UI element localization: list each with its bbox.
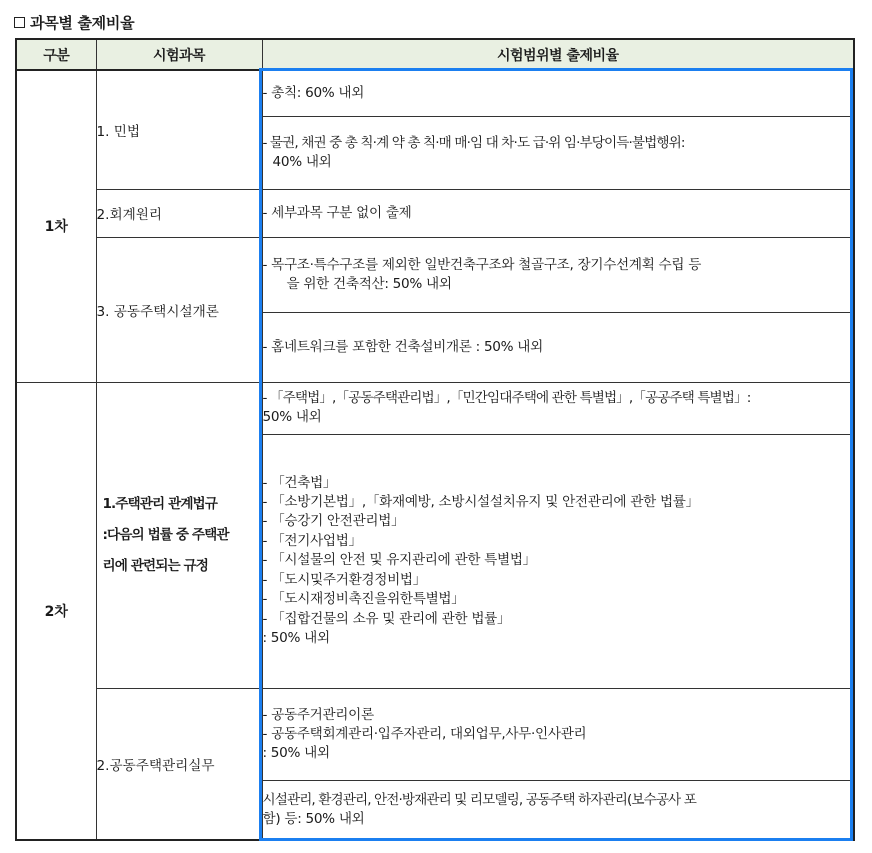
exam1-label: 1차 bbox=[16, 70, 96, 382]
law-item: - 「도시및주거환경정비법」 bbox=[262, 571, 427, 588]
law-item: - 「건축법」 bbox=[262, 474, 337, 491]
law-item: - 「도시재정비촉진을위한특별법」 bbox=[262, 591, 465, 608]
range-line: 함) 등: 50% 내외 bbox=[262, 810, 365, 827]
law-item: - 「집합건물의 소유 및 관리에 관한 법률」 bbox=[262, 610, 511, 627]
exam2-subject2-range2 bbox=[262, 780, 854, 840]
table-row bbox=[16, 382, 854, 434]
exam-ratio-table bbox=[15, 38, 855, 841]
exam1-subject1: 1. 민법 bbox=[96, 70, 262, 189]
range-line: 을 위한 건축적산: 50% 내외 bbox=[286, 275, 452, 292]
range-line: 50% 내외 bbox=[262, 409, 322, 425]
exam2-subject1-range1 bbox=[262, 382, 854, 434]
range-line: 시설관리, 환경관리, 안전·방재관리 및 리모델링, 공동주택 하자관리(보수공사 포 bbox=[262, 791, 696, 808]
table-row bbox=[16, 189, 854, 237]
col-header-ratio: 시험범위별 출제비율 bbox=[262, 39, 854, 70]
exam2-subject2-range1 bbox=[262, 688, 854, 780]
law-item: - 「시설물의 안전 및 유지관리에 관한 특별법」 bbox=[262, 552, 536, 569]
subject-line: 리에 관련되는 규정 bbox=[102, 557, 209, 574]
law-item: : 50% 내외 bbox=[262, 629, 330, 646]
range-line: : 50% 내외 bbox=[262, 744, 330, 761]
section-heading bbox=[14, 12, 134, 33]
exam2-subject1 bbox=[96, 382, 262, 688]
range-line: - 「주택법」,「공동주택관리법」,「민간임대주택에 관한 특별법」,「공공주택 특별법」: bbox=[262, 390, 751, 406]
exam2-subject2: 2.공동주택관리실무 bbox=[96, 688, 262, 840]
exam2-subject1-range2 bbox=[262, 434, 854, 688]
table-row bbox=[16, 237, 854, 312]
exam2-label: 2차 bbox=[16, 382, 96, 840]
exam1-subject1-range2 bbox=[262, 116, 854, 189]
col-header-subject: 시험과목 bbox=[96, 39, 262, 70]
exam1-subject3: 3. 공동주택시설개론 bbox=[96, 237, 262, 382]
section-heading-text: 과목별 출제비율 bbox=[30, 14, 135, 32]
range-line: - 공동주거관리이론 bbox=[262, 706, 374, 723]
law-item: - 「전기사업법」 bbox=[262, 532, 362, 549]
table-row bbox=[16, 70, 854, 116]
exam1-subject3-range1 bbox=[262, 237, 854, 312]
exam1-subject2: 2.회계원리 bbox=[96, 189, 262, 237]
checkbox-icon bbox=[14, 17, 25, 28]
col-header-category: 구분 bbox=[16, 39, 96, 70]
law-item: - 「소방기본법」,「화재예방, 소방시설설치유지 및 안전관리에 관한 법률」 bbox=[262, 494, 699, 511]
subject-line: 1.주택관리 관계법규 bbox=[102, 495, 218, 512]
exam1-subject3-range2: - 홈네트워크를 포함한 건축설비개론 : 50% 내외 bbox=[262, 312, 854, 382]
subject-line: :다음의 법률 중 주택관 bbox=[102, 526, 229, 543]
range-line: - 공동주택회계관리·입주자관리, 대외업무,사무·인사관리 bbox=[262, 725, 587, 742]
header-row bbox=[16, 39, 854, 70]
table-row bbox=[16, 688, 854, 780]
exam1-subject1-range1: - 총칙: 60% 내외 bbox=[262, 70, 854, 116]
law-item: - 「승강기 안전관리법」 bbox=[262, 513, 405, 530]
exam1-subject2-range1: - 세부과목 구분 없이 출제 bbox=[262, 189, 854, 237]
range-line: - 물권, 채권 중 총 칙·계 약 총 칙·매 매·임 대 차·도 급·위 임·부당이득·불법행위: bbox=[262, 134, 685, 151]
range-line: 40% 내외 bbox=[272, 153, 332, 170]
range-line: - 목구조·특수구조를 제외한 일반건축구조와 철골구조, 장기수선계획 수립 등 bbox=[262, 256, 702, 273]
